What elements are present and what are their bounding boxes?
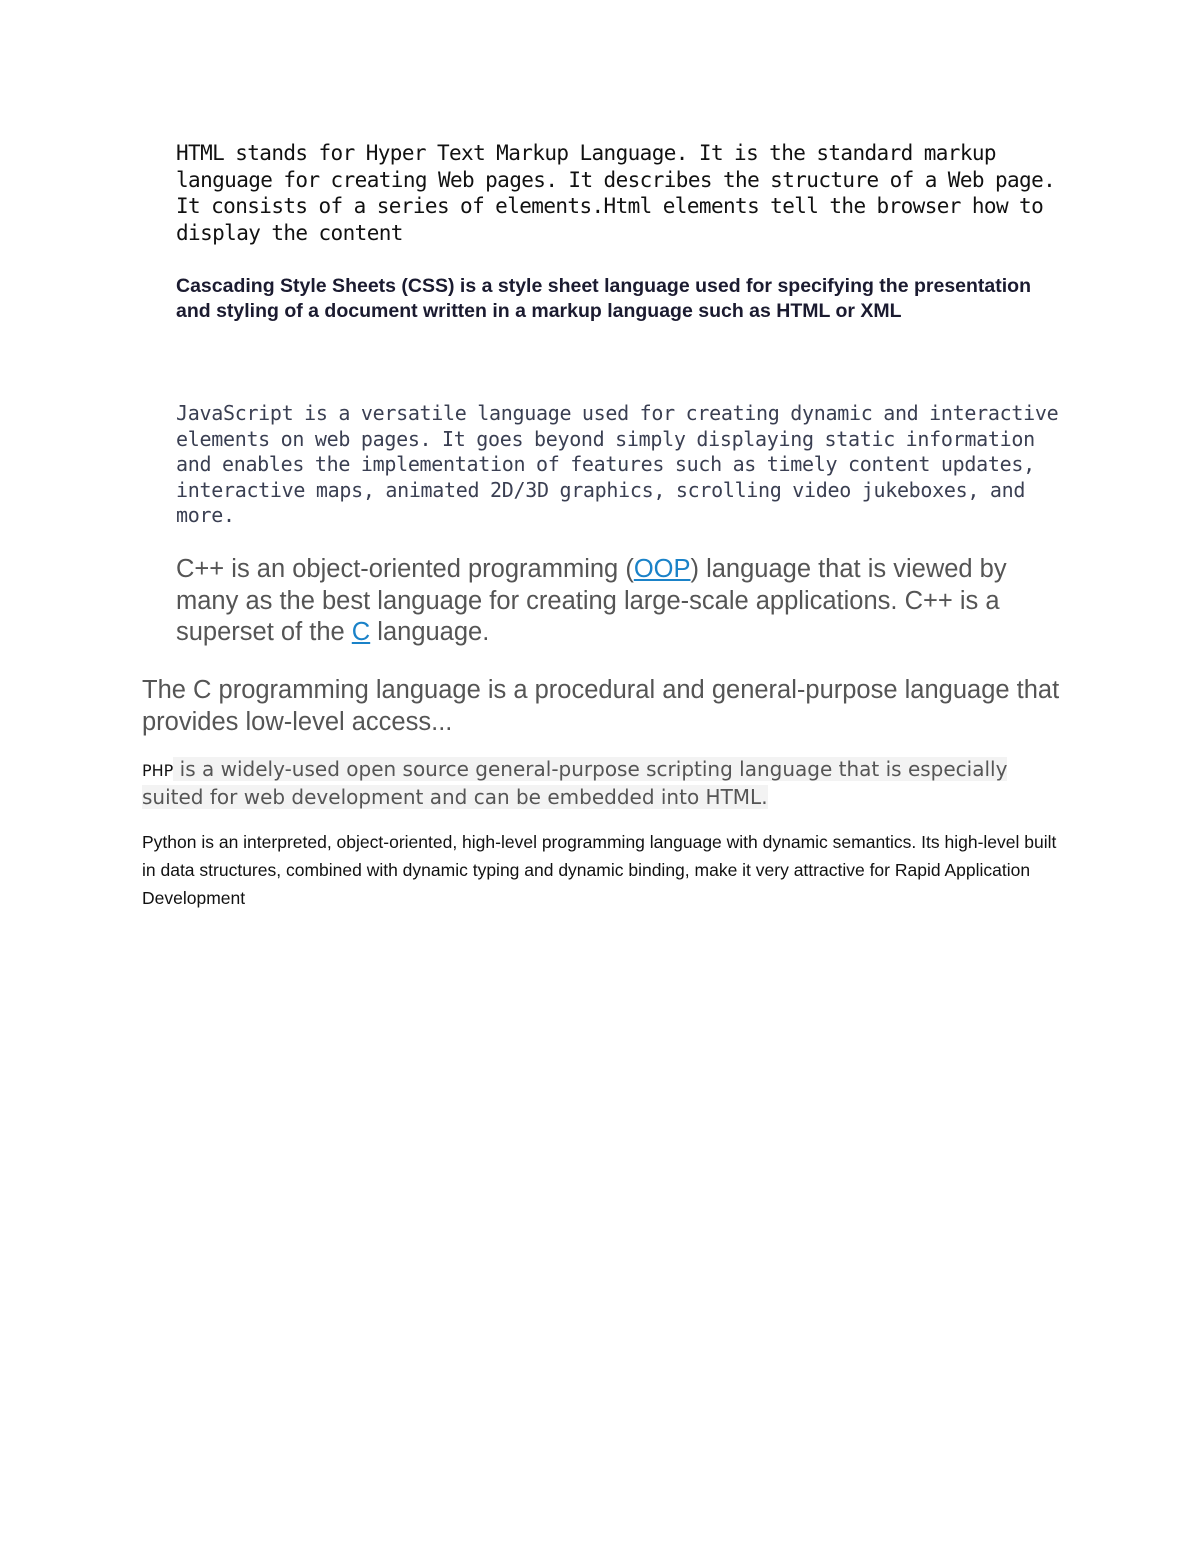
- php-description: is a widely-used open source general-purpose scripting language that is especially suited for web development and can be embedded into HTML.: [142, 757, 1008, 809]
- cpp-paragraph: [176, 554, 1056, 649]
- cpp-text-part3: language.: [370, 618, 490, 646]
- php-paragraph: [142, 756, 1042, 811]
- php-term: PHP: [142, 761, 174, 780]
- oop-link[interactable]: OOP: [633, 555, 691, 583]
- cpp-text-part1: C++ is an object-oriented programming (: [176, 555, 634, 583]
- c-language-paragraph: The C programming language is a procedural and general-purpose language that provides low-level access...: [142, 676, 1060, 736]
- javascript-paragraph: JavaScript is a versatile language used for creating dynamic and interactive elements on web pages. It goes beyond simply displaying static information and enables the implementation of features such as timely content updates, interactive maps, animated 2D/3D graphics, scrolling video jukeboxes, and more.: [176, 401, 1059, 527]
- c-language-link[interactable]: C: [351, 618, 371, 646]
- html-paragraph: HTML stands for Hyper Text Markup Language. It is the standard markup language for creating Web pages. It describes the structure of a Web page. It consists of a series of elements.Html elements tell the browser how to display the content: [176, 141, 1056, 245]
- python-paragraph: Python is an interpreted, object-oriented, high-level programming language with dynamic semantics. Its high-level built in data structures, combined with dynamic typing and dynamic binding, make it very attractive for Rapid Application Development: [142, 832, 1057, 908]
- cpp-text-part2: ) language that is viewed by many as the best language for creating large-scale applications. C++ is a superset of the: [176, 555, 1007, 646]
- css-paragraph: Cascading Style Sheets (CSS) is a style sheet language used for specifying the presentation and styling of a document written in a markup language such as HTML or XML: [176, 275, 1031, 322]
